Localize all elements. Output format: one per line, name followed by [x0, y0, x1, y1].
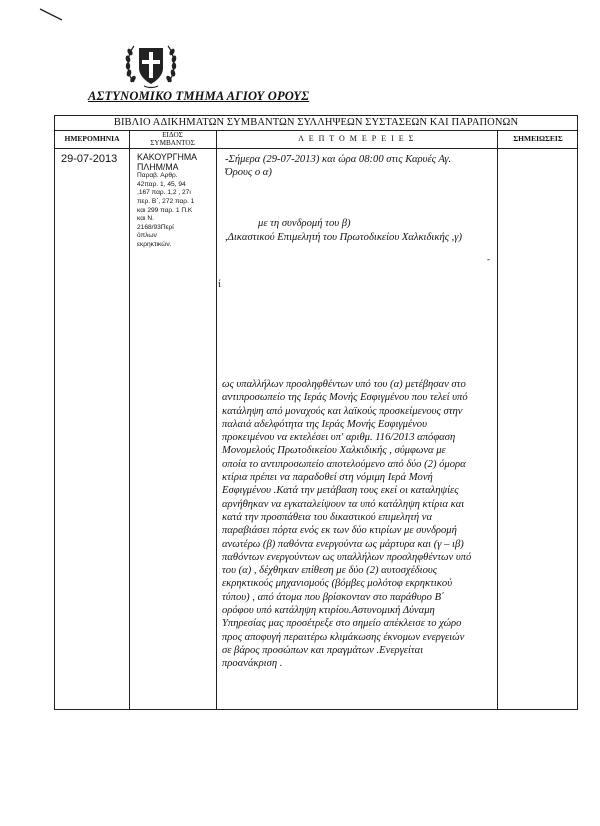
details-body-line: του (α) , δέχθηκαν επίθεση με δύο (2) αυτοσχέδιους [222, 565, 438, 577]
entry-type [137, 153, 219, 250]
details-body-line: προς αποφυγή περαιτέρω κλιμάκωσης έκνομων ενεργειών [222, 631, 465, 643]
register-title: ΒΙΒΛΙΟ ΑΔΙΚΗΜΑΤΩΝ ΣΥΜΒΑΝΤΩΝ ΣΥΛΛΗΨΕΩΝ ΣΥΣΤΑΣΕΩΝ ΚΑΙ ΠΑΡΑΠΟΝΩΝ [55, 116, 577, 131]
column-header-notes: ΣΗΜΕΙΩΣΕΙΣ [513, 134, 563, 143]
column-header-type [129, 130, 216, 148]
entry-type-article: 2168/93Περί [137, 223, 174, 231]
details-body-line: παθόντων ενεργούντων ως υπαλλήλων προσληφθέντων υπό [222, 551, 472, 563]
details-body-line: αρνήθηκαν να εγκαταλείψουν τα υπό κατάληψη κτίρια και [222, 498, 465, 510]
details-body-line: σε βάρος προσώπων και πραγμάτων .Ενεργείται [222, 644, 424, 656]
details-body-line: εκρηκτικούς μηχανισμούς (βόμβες μολότοφ εκρηκτικού [222, 578, 453, 590]
entry-type-line: ΠΛΗΜ/ΜΑ [137, 161, 179, 172]
details-body-line: προανάκριση . [222, 658, 283, 670]
details-body-line: οποία το αντιπροσωπείο αποτελούμενο από δύο (2) όμορα [222, 458, 466, 470]
stray-mark: - [487, 254, 490, 264]
entry-type-article: 42παρ. 1, 45, 94 [137, 180, 186, 188]
details-line: Όρους ο α) [225, 167, 272, 179]
entry-details-bailiff: ,Δικαστικού Επιμελητή του Πρωτοδικείου Χαλκιδικής ,γ) [225, 232, 462, 243]
details-body-line: κατάληψη από μοναχούς και λαϊκούς προσκείμενους στην [222, 405, 463, 417]
entry-type-article: Παραβ. Αρθρ. [137, 172, 178, 180]
details-body-line: προκειμένου να εκτελέσει υπ' αριθμ. 116/2013 απόφαση [222, 432, 456, 444]
header-row-divider [55, 148, 577, 149]
entry-details-assist: με τη συνδρομή του β) [258, 218, 351, 229]
entry-type-article: και 299 παρ. 1 Π.Κ [137, 206, 193, 214]
entry-details-body [222, 378, 518, 671]
scan-stroke-mark [38, 6, 78, 26]
column-header-type-line1: ΕΙΔΟΣ [162, 131, 183, 139]
column-divider [129, 130, 130, 709]
details-body-line: τύπου) , από άτομα που βρίσκονταν στο παράθυρο Β΄ [222, 591, 445, 603]
police-station-title: ΑΣΤΥΝΟΜΙΚΟ ΤΜΗΜΑ ΑΓΙΟΥ ΟΡΟΥΣ [88, 89, 310, 103]
entry-type-article: όπλων [137, 232, 157, 240]
column-header-date: ΗΜΕΡΟΜΗΝΙΑ [64, 134, 120, 143]
entry-type-article: και Ν. [137, 215, 154, 223]
entry-type-article: εκρηκτικών. [137, 240, 172, 248]
details-body-line: Υπηρεσίας μας προσέτρεξε στο σημείο απέκλεισε το χώρο [222, 618, 462, 630]
details-body-line: Εσφιγμένου .Κατά την μετάβαση τους εκεί οι καταληψίες [222, 485, 459, 497]
incident-register-table [54, 115, 578, 710]
entry-details-fragment: ί [218, 279, 221, 290]
details-body-line: ως υπαλλήλων προσληφθέντων υπό του (α) μετέβησαν στο [222, 379, 466, 390]
entry-type-article: ,167 παρ. 1,2 , 27ι [137, 189, 191, 197]
column-header-details: Λ Ε Π Τ Ο Μ Ε Ρ Ε Ι Ε Σ [298, 134, 415, 143]
details-body-line: Μονομελούς Πρωτοδικείου Χαλκιδικής , σύμφωνα με [222, 445, 446, 457]
details-body-line: ανωτέρω (β) παθόντα ενεργούντα ως μάρτυρα και (γ – ιβ) [222, 538, 464, 550]
entry-details-opening [225, 153, 515, 180]
entry-type-article: περ. Β΄, 272 παρ. 1 [137, 197, 195, 205]
entry-type-line: ΚΑΚΟΥΡΓΗΜΑ [137, 152, 198, 162]
entry-date: 29-07-2013 [61, 153, 118, 165]
details-line: -Σήμερα (29-07-2013) και ώρα 08:00 στις Καρυές Αγ. [225, 154, 452, 165]
details-body-line: παραβιάσει πόρτα ενός εκ των δύο κτιρίων με συνδρομή [222, 525, 457, 537]
details-body-line: παλαιά αδελφότητα της Ιεράς Μονής Εσφιγμένου [222, 418, 427, 430]
greek-coat-of-arms-icon [124, 38, 178, 90]
details-body-line: αντιπροσωπείο της Ιεράς Μονής Εσφιγμένου που τελεί υπό [222, 392, 468, 404]
details-body-line: κατά την προσπάθεια του δικαστικού επιμελητή να [222, 511, 433, 523]
details-body-line: ορόφου υπό κατάληψη κτιρίου.Αστυνομική Δύναμη [222, 605, 435, 617]
details-body-line: κτίρια πρέπει να παραδοθεί στη νόμιμη Ιερά Μονή [222, 472, 433, 484]
column-header-type-line2: ΣΥΜΒΑΝΤΟΣ [150, 139, 195, 147]
